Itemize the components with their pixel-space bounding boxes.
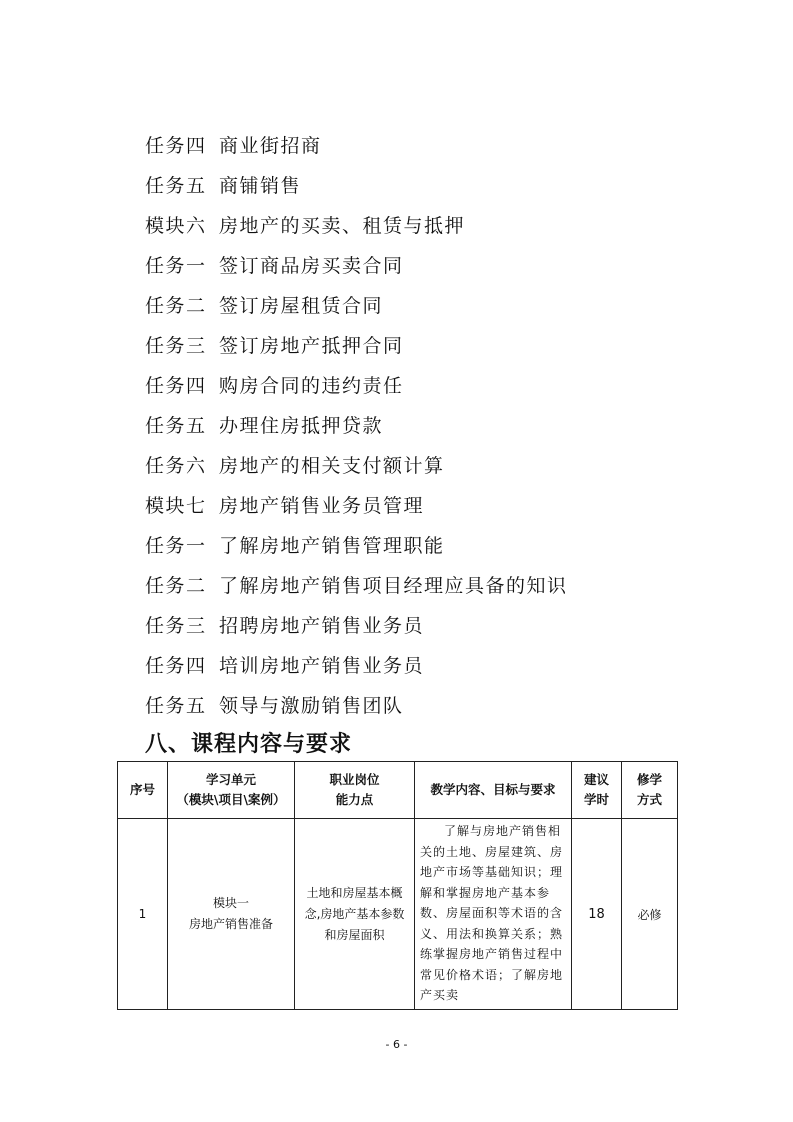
list-item: 任务五 商铺销售 xyxy=(145,175,302,197)
header-ability: 职业岗位 能力点 xyxy=(295,762,415,819)
list-item: 任务一 签订商品房买卖合同 xyxy=(145,255,404,277)
list-item: 任务三 签订房地产抵押合同 xyxy=(145,335,404,357)
cell-unit: 模块一 房地产销售准备 xyxy=(168,819,295,1010)
header-content: 教学内容、目标与要求 xyxy=(415,762,572,819)
cell-content: 了解与房地产销售相关的土地、房屋建筑、房地产市场等基础知识；理解和掌握房地产基本参数、房屋面积等术语的含义、用法和换算关系；熟练掌握房地产销售过程中常见价格术语；了解房地产买卖 xyxy=(415,819,572,1010)
list-item: 任务四 商业街招商 xyxy=(145,135,322,157)
header-mode: 修学 方式 xyxy=(622,762,678,819)
course-content-table xyxy=(117,761,678,1010)
header-hours: 建议 学时 xyxy=(572,762,622,819)
table-row xyxy=(118,819,678,1010)
cell-seq: 1 xyxy=(118,819,168,1010)
list-item: 任务六 房地产的相关支付额计算 xyxy=(145,455,445,477)
course-outline-list xyxy=(145,128,568,728)
table-header-row xyxy=(118,762,678,819)
list-item: 任务四 培训房地产销售业务员 xyxy=(145,655,425,677)
page-number: - 6 - xyxy=(385,1038,408,1051)
section-heading: 八、课程内容与要求 xyxy=(145,732,353,757)
list-item: 任务五 领导与激励销售团队 xyxy=(145,695,404,717)
list-item: 任务二 签订房屋租赁合同 xyxy=(145,295,384,317)
cell-mode: 必修 xyxy=(622,819,678,1010)
list-item: 任务一 了解房地产销售管理职能 xyxy=(145,535,445,557)
list-item: 模块六 房地产的买卖、租赁与抵押 xyxy=(145,215,466,237)
list-item: 任务五 办理住房抵押贷款 xyxy=(145,415,384,437)
cell-hours: 18 xyxy=(572,819,622,1010)
list-item: 模块七 房地产销售业务员管理 xyxy=(145,495,425,517)
list-item: 任务三 招聘房地产销售业务员 xyxy=(145,615,425,637)
list-item: 任务二 了解房地产销售项目经理应具备的知识 xyxy=(145,575,568,597)
header-unit: 学习单元 （模块\项目\案例） xyxy=(168,762,295,819)
list-item: 任务四 购房合同的违约责任 xyxy=(145,375,404,397)
cell-ability: 土地和房屋基本概念,房地产基本参数和房屋面积 xyxy=(295,819,415,1010)
header-seq: 序号 xyxy=(118,762,168,819)
